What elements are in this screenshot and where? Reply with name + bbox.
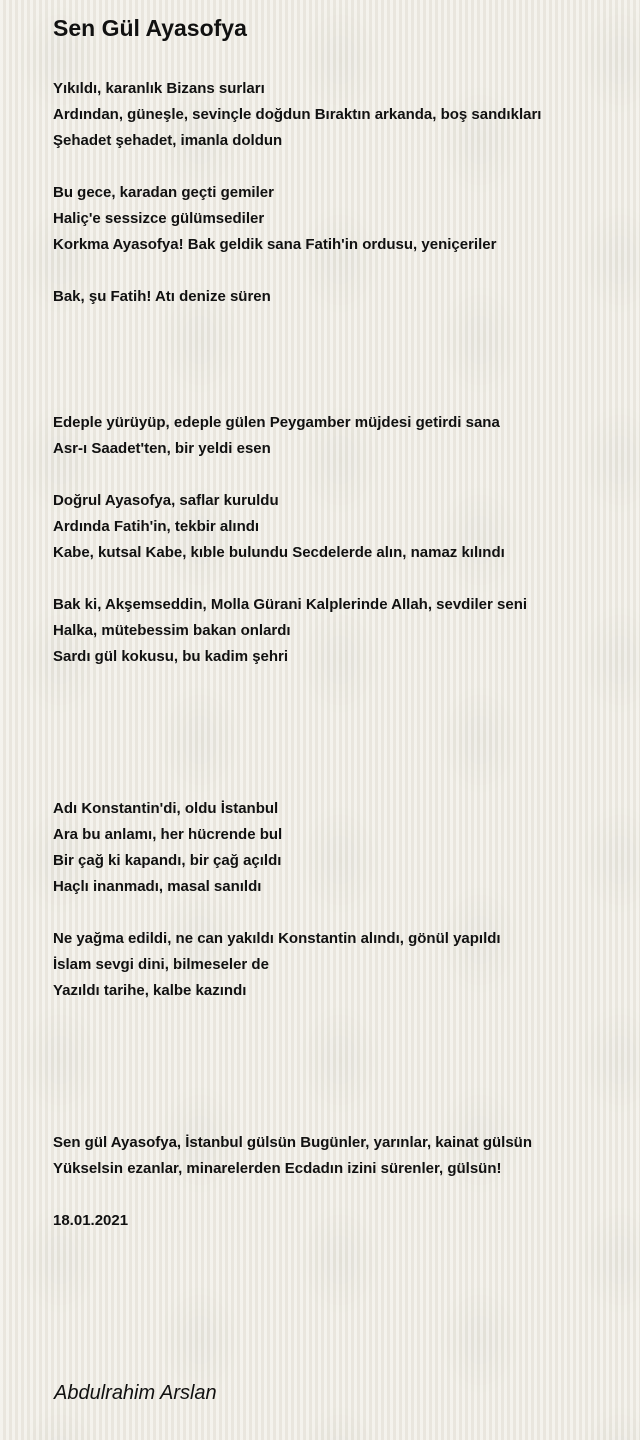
poem-line: Sen gül Ayasofya, İstanbul gülsün Bugünler, yarınlar, kainat gülsün [53,1134,532,1151]
poem-line: Bir çağ ki kapandı, bir çağ açıldı [53,852,282,869]
poem-line: Doğrul Ayasofya, saflar kuruldu [53,492,279,509]
poem-line: Yükselsin ezanlar, minarelerden Ecdadın izini sürenler, gülsün! [53,1160,502,1177]
poem-title: Sen Gül Ayasofya [53,15,247,41]
poem-line: Ardından, güneşle, sevinçle doğdun Bıraktın arkanda, boş sandıkları [53,106,542,123]
poem-line: Bu gece, karadan geçti gemiler [53,184,274,201]
poem-line: Haliç'e sessizce gülümsediler [53,210,265,227]
poem-line: Edeple yürüyüp, edeple gülen Peygamber müjdesi getirdi sana [53,414,500,431]
poem-line: Sardı gül kokusu, bu kadim şehri [53,648,289,665]
poem-line: Asr-ı Saadet'ten, bir yeldi esen [53,440,271,457]
poem-line: Yazıldı tarihe, kalbe kazındı [53,982,247,999]
poem-author: Abdulrahim Arslan [54,1382,217,1404]
poem-line: Halka, mütebessim bakan onlardı [53,622,291,639]
poem-date: 18.01.2021 [53,1212,129,1229]
poem-line: Yıkıldı, karanlık Bizans surları [53,80,265,97]
poem-line: Bak, şu Fatih! Atı denize süren [53,288,271,305]
poem-line: Şehadet şehadet, imanla doldun [53,132,283,149]
poem-line: Ara bu anlamı, her hücrende bul [53,826,283,843]
poem-line: Haçlı inanmadı, masal sanıldı [53,878,262,895]
poem-line: Korkma Ayasofya! Bak geldik sana Fatih'in ordusu, yeniçeriler [53,236,497,253]
poem-line: Ardında Fatih'in, tekbir alındı [53,518,260,535]
poem-line: Ne yağma edildi, ne can yakıldı Konstantin alındı, gönül yapıldı [53,930,501,947]
poem-line: İslam sevgi dini, bilmeseler de [53,956,269,973]
poem-line: Kabe, kutsal Kabe, kıble bulundu Secdelerde alın, namaz kılındı [53,544,505,561]
poem-line: Bak ki, Akşemseddin, Molla Gürani Kalplerinde Allah, sevdiler seni [53,596,528,613]
poem-line: Adı Konstantin'di, oldu İstanbul [53,800,279,817]
